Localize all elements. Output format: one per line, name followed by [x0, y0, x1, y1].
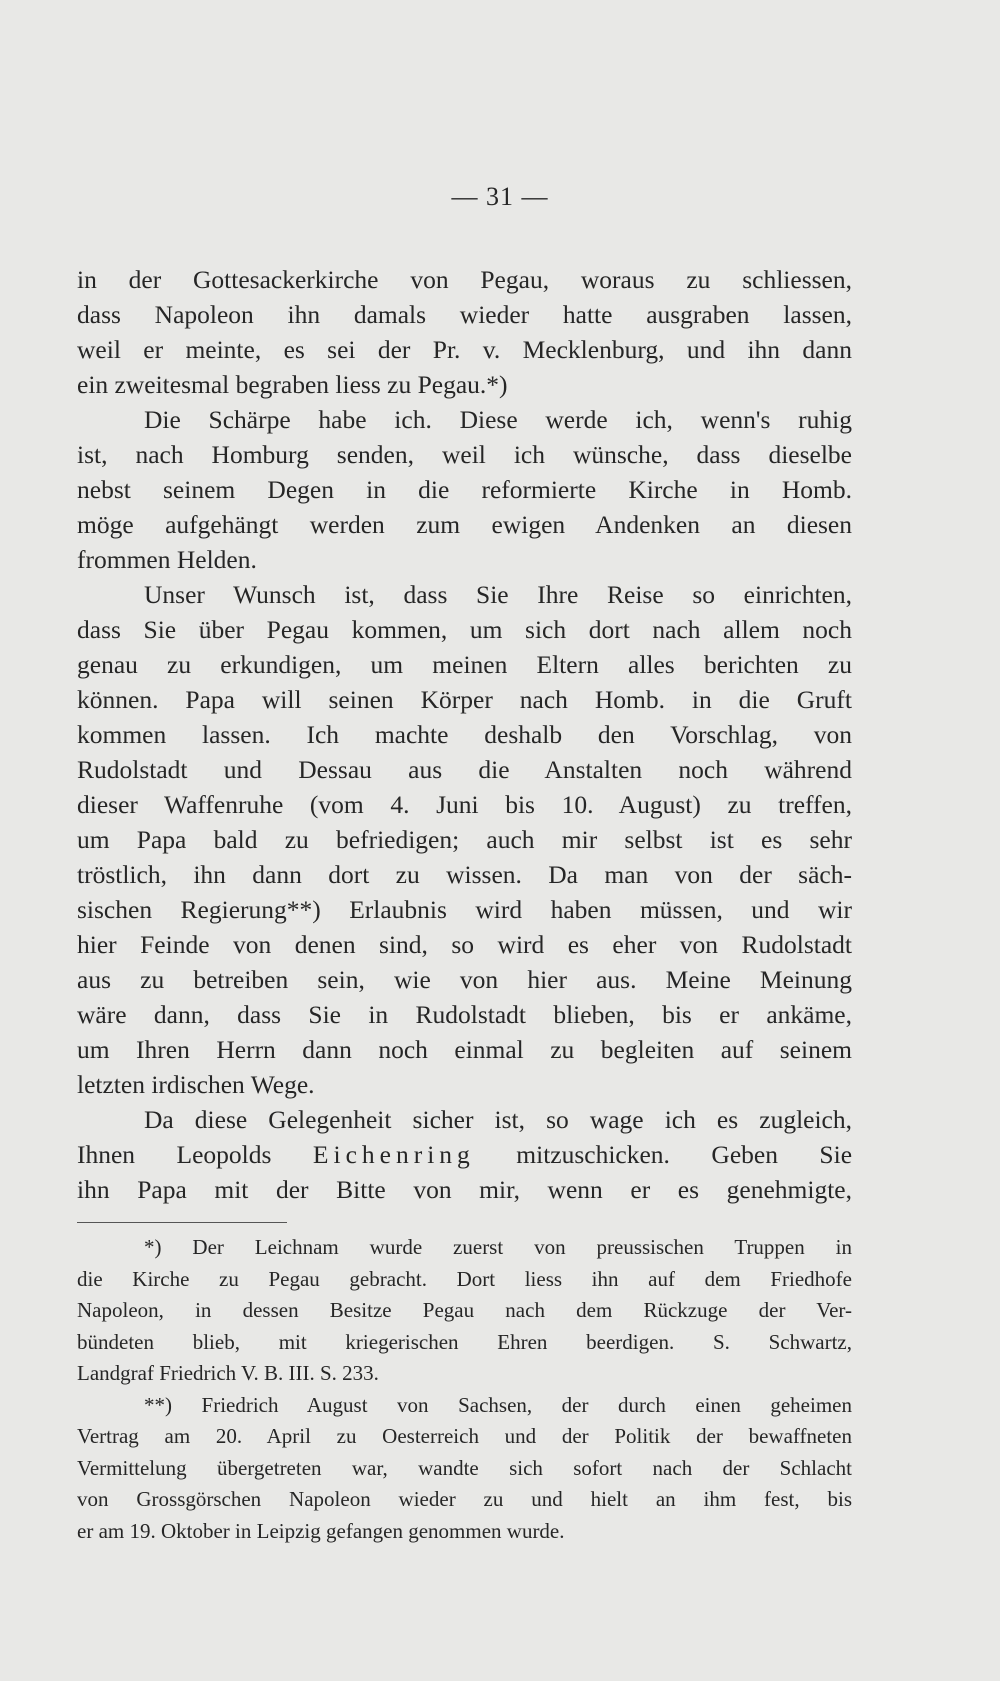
- body-line: kommen lassen. Ich machte deshalb den Vorschlag, von: [77, 720, 852, 749]
- body-line: dass Napoleon ihn damals wieder hatte ausgraben lassen,: [77, 300, 852, 329]
- footnote-line: Vermittelung übergetreten war, wandte sich sofort nach der Schlacht: [77, 1455, 852, 1480]
- footnote-line: *) Der Leichnam wurde zuerst von preussischen Truppen in: [144, 1235, 852, 1259]
- body-line: aus zu betreiben sein, wie von hier aus. Meine Meinung: [77, 965, 852, 994]
- body-line: Die Schärpe habe ich. Diese werde ich, wenn's ruhig: [144, 405, 852, 434]
- text-before: Ihnen Leopolds: [77, 1140, 313, 1169]
- footnote-line: die Kirche zu Pegau gebracht. Dort liess ihn auf dem Friedhofe: [77, 1266, 852, 1291]
- body-line: ein zweitesmal begraben liess zu Pegau.*): [77, 370, 508, 399]
- body-line: möge aufgehängt werden zum ewigen Andenken an diesen: [77, 510, 852, 539]
- body-line: frommen Helden.: [77, 545, 257, 574]
- footnotes: [77, 1232, 852, 1547]
- footnote-line: Vertrag am 20. April zu Oesterreich und der Politik der bewaffneten: [77, 1424, 852, 1448]
- footnote-line: Landgraf Friedrich V. B. III. S. 233.: [77, 1361, 379, 1385]
- footnote-line: von Grossgörschen Napoleon wieder zu und hielt an ihm fest, bis: [77, 1487, 852, 1511]
- text-after: mitzuschicken. Geben Sie: [474, 1140, 853, 1169]
- body-line: letzten irdischen Wege.: [77, 1070, 315, 1099]
- body-line: um Ihren Herrn dann noch einmal zu begleiten auf seinem: [77, 1035, 852, 1064]
- footnote-line: er am 19. Oktober in Leipzig gefangen genommen wurde.: [77, 1518, 565, 1543]
- body-line: dass Sie über Pegau kommen, um sich dort nach allem noch: [77, 615, 852, 644]
- page-number: — 31 —: [451, 182, 549, 211]
- body-line: tröstlich, ihn dann dort zu wissen. Da man von der säch-: [77, 860, 852, 889]
- body-line: ihn Papa mit der Bitte von mir, wenn er es genehmigte,: [77, 1175, 852, 1204]
- footnote-line: Napoleon, in dessen Besitze Pegau nach dem Rückzuge der Ver-: [77, 1298, 852, 1322]
- body-line: um Papa bald zu befriedigen; auch mir selbst ist es sehr: [77, 825, 852, 854]
- body-line: hier Feinde von denen sind, so wird es eher von Rudolstadt: [77, 930, 852, 959]
- body-line-eichenring: [77, 1137, 852, 1172]
- body-line: ist, nach Homburg senden, weil ich wünsche, dass dieselbe: [77, 440, 852, 469]
- body-line: dieser Waffenruhe (vom 4. Juni bis 10. August) zu treffen,: [77, 790, 852, 819]
- body-line: wäre dann, dass Sie in Rudolstadt blieben, bis er ankäme,: [77, 1000, 852, 1029]
- body-line: Da diese Gelegenheit sicher ist, so wage ich es zugleich,: [144, 1105, 852, 1134]
- body-line: Rudolstadt und Dessau aus die Anstalten noch während: [77, 755, 852, 784]
- body-line: genau zu erkundigen, um meinen Eltern alles berichten zu: [77, 650, 852, 679]
- footnote-line: **) Friedrich August von Sachsen, der durch einen geheimen: [144, 1392, 852, 1417]
- body-line: in der Gottesackerkirche von Pegau, woraus zu schliessen,: [77, 265, 852, 294]
- body-line: nebst seinem Degen in die reformierte Kirche in Homb.: [77, 475, 852, 504]
- footnote-line: bündeten blieb, mit kriegerischen Ehren beerdigen. S. Schwartz,: [77, 1329, 852, 1354]
- body-text: [77, 262, 852, 1207]
- body-line: weil er meinte, es sei der Pr. v. Mecklenburg, und ihn dann: [77, 335, 852, 364]
- body-line: sischen Regierung**) Erlaubnis wird haben müssen, und wir: [77, 895, 852, 924]
- text-spaced: Eichenring: [312, 1140, 475, 1169]
- footnote-divider: [77, 1222, 287, 1223]
- body-line: Unser Wunsch ist, dass Sie Ihre Reise so einrichten,: [144, 580, 852, 609]
- body-line: können. Papa will seinen Körper nach Homb. in die Gruft: [77, 685, 852, 714]
